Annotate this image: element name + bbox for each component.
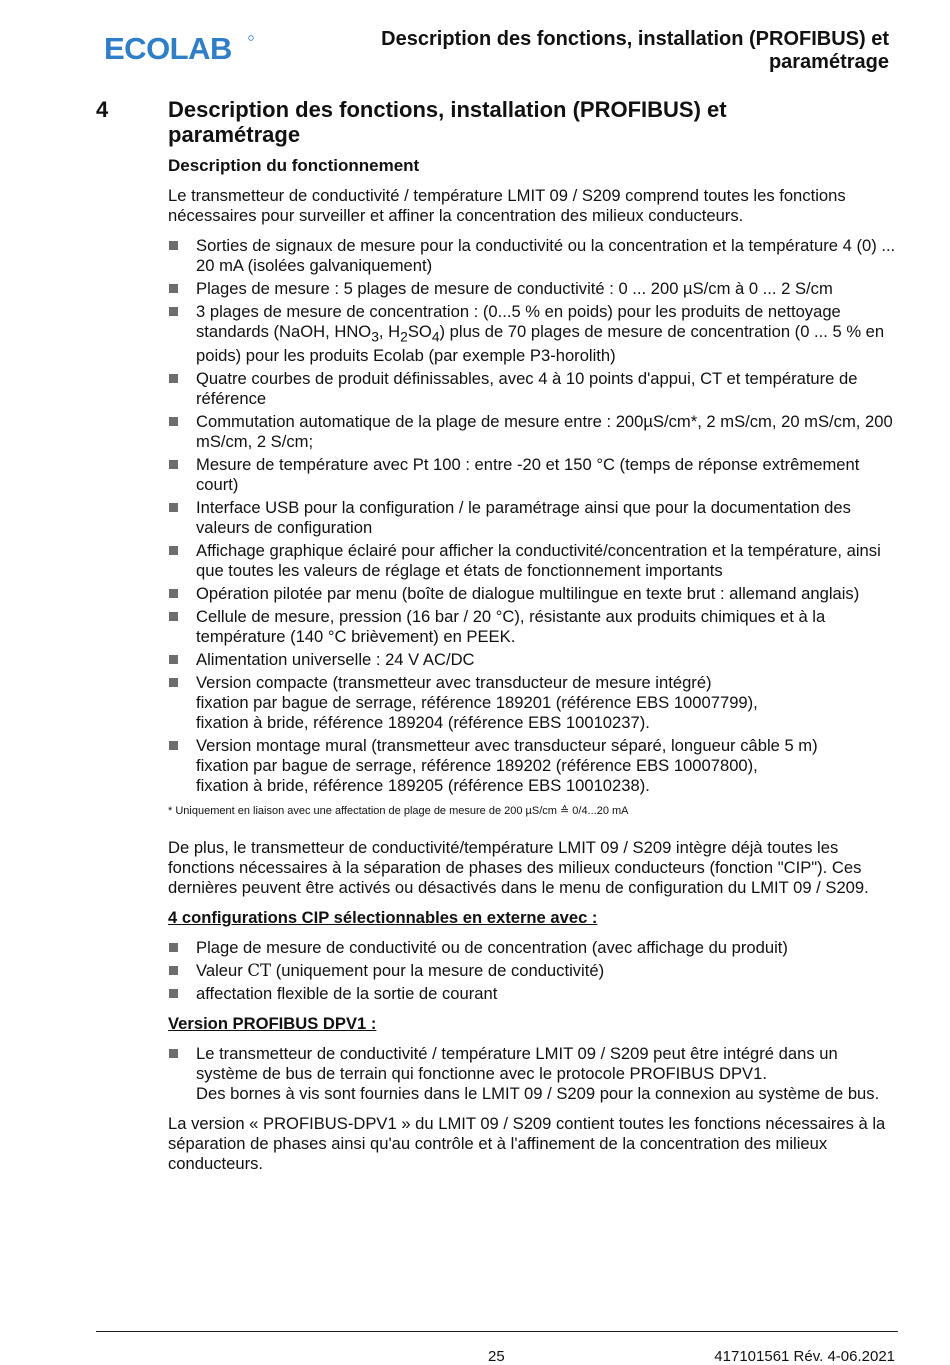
closing-paragraph: La version « PROFIBUS-DPV1 » du LMIT 09 / S209 contient toutes les fonctions nécessaires à la séparation de phases ainsi qu'au contrôle et à l'affinement de la concentration des milieux conducteurs. [168, 1114, 886, 1174]
chapter-title-line1: Description des fonctions, installation (PROFIBUS) et [168, 97, 727, 122]
list-item: Valeur CT (uniquement pour la mesure de conductivité) [168, 961, 903, 981]
cip-paragraph: De plus, le transmetteur de conductivité/température LMIT 09 / S209 intègre déjà toutes les fonctions nécessaires à la séparation de phases des milieux conducteurs (fonction "CIP"). Ces dernières peuvent être activés ou désactivés dans le menu de configuration du LMIT 09 / S209. [168, 838, 869, 898]
list-item: Quatre courbes de produit définissables, avec 4 à 10 points d'appui, CT et température de référence [168, 369, 903, 409]
list-item: Alimentation universelle : 24 V AC/DC [168, 650, 903, 670]
page-number: 25 [488, 1348, 505, 1365]
list-item: Version montage mural (transmetteur avec transducteur séparé, longueur câble 5 m) fixation par bague de serrage, référence 189202 (référence EBS 10007800), fixation à bride, référence 189205 (référence EBS 10010238). [168, 736, 903, 796]
cip-list [168, 938, 903, 1004]
running-header-line2: paramétrage [768, 51, 889, 73]
registered-mark-icon [249, 36, 254, 41]
bullet-square-icon [169, 678, 178, 687]
bullet-square-icon [169, 989, 178, 998]
bullet-square-icon [169, 460, 178, 469]
list-item: Mesure de température avec Pt 100 : entre -20 et 150 °C (temps de réponse extrêmement court) [168, 455, 903, 495]
bullet-square-icon [169, 966, 178, 975]
feature-list [168, 236, 903, 796]
bullet-square-icon [169, 612, 178, 621]
list-item: 3 plages de mesure de concentration : (0...5 % en poids) pour les produits de nettoyage standards (NaOH, $HNO_3$, $H_2SO_4$) plus de 70 plages de mesure de concentration (0 ... 5 % en poids) pour les produits Ecolab (par exemple P3-horolith) [168, 302, 903, 366]
cip-heading: 4 configurations CIP sélectionnables en externe avec : [168, 908, 598, 928]
ecolab-logo [104, 31, 254, 65]
list-item: affectation flexible de la sortie de courant [168, 984, 903, 1004]
bullet-square-icon [169, 503, 178, 512]
list-item: Le transmetteur de conductivité / température LMIT 09 / S209 peut être intégré dans un système de bus de terrain qui fonctionne avec le protocole PROFIBUS DPV1. Des bornes à vis sont fournies dans le LMIT 09 / S209 pour la connexion au système de bus. [168, 1044, 903, 1104]
profibus-list [168, 1044, 903, 1104]
footer-divider [96, 1331, 898, 1332]
list-item: Interface USB pour la configuration / le paramétrage ainsi que pour la documentation des valeurs de configuration [168, 498, 903, 538]
list-item: Plages de mesure : 5 plages de mesure de conductivité : 0 ... 200 µS/cm à 0 ... 2 S/cm [168, 279, 903, 299]
list-item: Affichage graphique éclairé pour afficher la conductivité/concentration et la température, ainsi que toutes les valeurs de réglage et états de fonctionnement importants [168, 541, 903, 581]
intro-paragraph: Le transmetteur de conductivité / température LMIT 09 / S209 comprend toutes les fonctions nécessaires pour surveiller et affiner la concentration des milieux conducteurs. [168, 186, 846, 225]
bullet-square-icon [169, 1049, 178, 1058]
chapter-title-line2: paramétrage [168, 122, 301, 147]
section-title-function: Description du fonctionnement [168, 156, 420, 175]
list-item: Plage de mesure de conductivité ou de concentration (avec affichage du produit) [168, 938, 903, 958]
bullet-square-icon [169, 943, 178, 952]
list-item: Opération pilotée par menu (boîte de dialogue multilingue en texte brut : allemand anglais) [168, 584, 903, 604]
document-reference: 417101561 Rév. 4-06.2021 [714, 1348, 895, 1365]
bullet-square-icon [169, 417, 178, 426]
running-header [289, 28, 889, 74]
bullet-square-icon [169, 589, 178, 598]
chapter-title [168, 97, 903, 147]
bullet-square-icon [169, 307, 178, 316]
bullet-square-icon [169, 374, 178, 383]
list-item: Version compacte (transmetteur avec transducteur de mesure intégré) fixation par bague de serrage, référence 189201 (référence EBS 10007799), fixation à bride, référence 189204 (référence EBS 10010237). [168, 673, 903, 733]
profibus-heading: Version PROFIBUS DPV1 : [168, 1014, 377, 1034]
running-header-line1: Description des fonctions, installation (PROFIBUS) et [381, 28, 889, 50]
list-item: Commutation automatique de la plage de mesure entre : 200µS/cm*, 2 mS/cm, 20 mS/cm, 200 mS/cm, 2 S/cm; [168, 412, 903, 452]
footnote: * Uniquement en liaison avec une affectation de plage de mesure de 200 µS/cm ≙ 0/4...20 mA [168, 805, 629, 818]
logo-text: ECOLAB [104, 31, 232, 65]
chapter-number: 4 [96, 97, 109, 122]
bullet-square-icon [169, 284, 178, 293]
bullet-square-icon [169, 241, 178, 250]
bullet-square-icon [169, 741, 178, 750]
bullet-square-icon [169, 655, 178, 664]
list-item: Sorties de signaux de mesure pour la conductivité ou la concentration et la température 4 (0) ... 20 mA (isolées galvaniquement) [168, 236, 903, 276]
bullet-square-icon [169, 546, 178, 555]
main-content [168, 97, 903, 1174]
list-item: Cellule de mesure, pression (16 bar / 20 °C), résistante aux produits chimiques et à la température (140 °C brièvement) en PEEK. [168, 607, 903, 647]
